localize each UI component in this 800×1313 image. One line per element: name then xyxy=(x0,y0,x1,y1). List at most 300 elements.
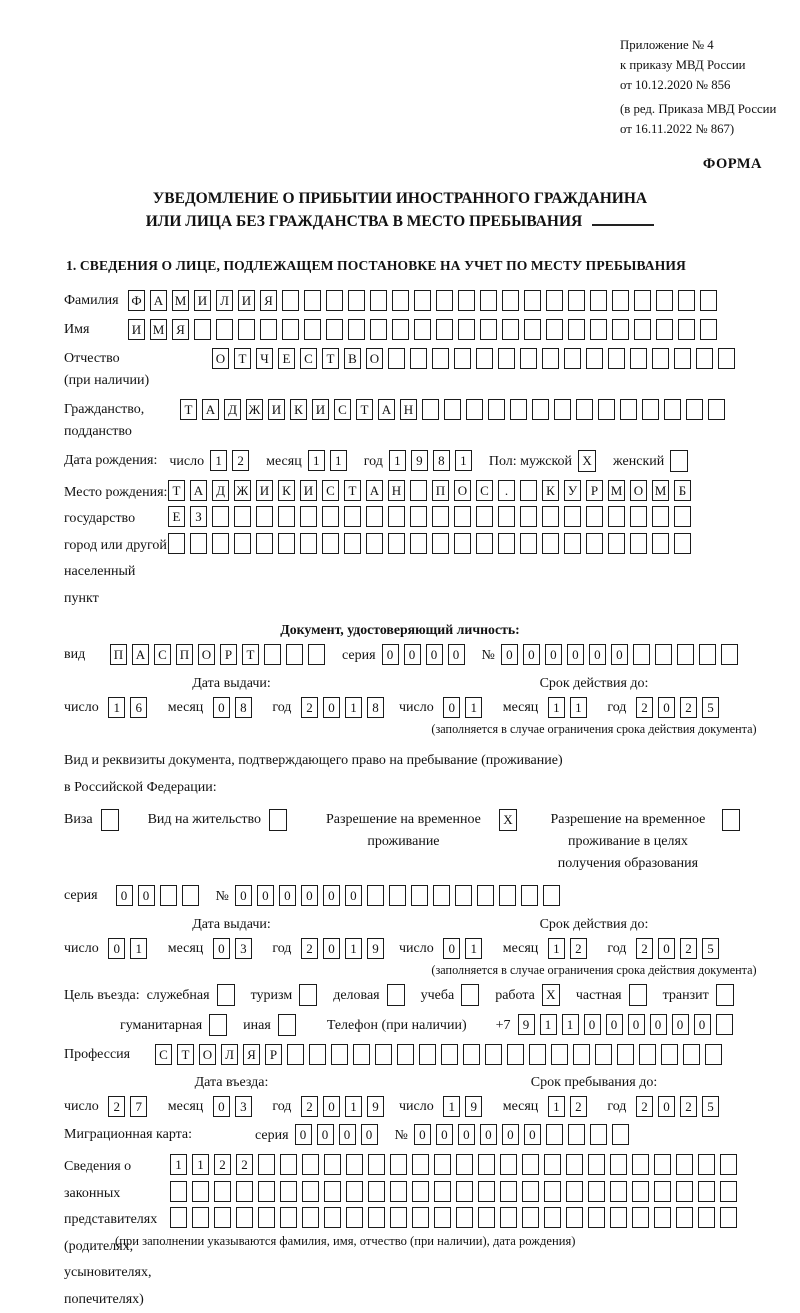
char-box[interactable]: 2 xyxy=(108,1096,125,1117)
char-box[interactable] xyxy=(212,533,229,554)
char-box[interactable]: 3 xyxy=(235,938,252,959)
char-box[interactable] xyxy=(280,1181,297,1202)
char-box[interactable] xyxy=(542,506,559,527)
char-box[interactable]: Ж xyxy=(234,480,251,501)
char-box[interactable]: 0 xyxy=(480,1124,497,1145)
char-box[interactable] xyxy=(168,533,185,554)
char-box[interactable] xyxy=(256,533,273,554)
char-box[interactable] xyxy=(716,1014,733,1035)
char-box[interactable] xyxy=(566,1181,583,1202)
char-box[interactable] xyxy=(708,399,725,420)
char-box[interactable]: 0 xyxy=(108,938,125,959)
char-box[interactable] xyxy=(236,1207,253,1228)
char-box[interactable]: 2 xyxy=(636,697,653,718)
char-box[interactable] xyxy=(522,1207,539,1228)
char-box[interactable] xyxy=(546,290,563,311)
char-box[interactable]: И xyxy=(312,399,329,420)
char-box[interactable]: А xyxy=(150,290,167,311)
char-box[interactable] xyxy=(566,1207,583,1228)
char-box[interactable] xyxy=(370,319,387,340)
char-box[interactable] xyxy=(524,319,541,340)
char-box[interactable] xyxy=(410,533,427,554)
char-box[interactable]: О xyxy=(212,348,229,369)
char-box[interactable] xyxy=(521,885,538,906)
char-box[interactable] xyxy=(410,348,427,369)
checkbox[interactable] xyxy=(101,809,119,831)
checkbox[interactable] xyxy=(217,984,235,1006)
char-box[interactable]: 0 xyxy=(323,697,340,718)
char-box[interactable] xyxy=(608,348,625,369)
char-box[interactable] xyxy=(721,644,738,665)
char-box[interactable] xyxy=(433,885,450,906)
char-box[interactable] xyxy=(654,1207,671,1228)
char-box[interactable] xyxy=(182,885,199,906)
char-box[interactable] xyxy=(390,1154,407,1175)
char-box[interactable]: И xyxy=(194,290,211,311)
char-box[interactable] xyxy=(720,1207,737,1228)
char-box[interactable] xyxy=(500,1154,517,1175)
char-box[interactable] xyxy=(612,319,629,340)
char-box[interactable] xyxy=(434,1207,451,1228)
char-box[interactable]: М xyxy=(608,480,625,501)
char-box[interactable] xyxy=(432,533,449,554)
char-box[interactable]: А xyxy=(378,399,395,420)
checkbox[interactable]: X xyxy=(542,984,560,1006)
char-box[interactable]: 1 xyxy=(548,697,565,718)
char-box[interactable] xyxy=(370,290,387,311)
char-box[interactable] xyxy=(410,506,427,527)
char-box[interactable]: П xyxy=(432,480,449,501)
char-box[interactable] xyxy=(353,1044,370,1065)
char-box[interactable] xyxy=(586,506,603,527)
char-box[interactable] xyxy=(683,1044,700,1065)
char-box[interactable] xyxy=(256,506,273,527)
char-box[interactable] xyxy=(419,1044,436,1065)
char-box[interactable]: П xyxy=(176,644,193,665)
char-box[interactable] xyxy=(564,506,581,527)
char-box[interactable]: М xyxy=(652,480,669,501)
char-box[interactable]: 2 xyxy=(680,938,697,959)
char-box[interactable] xyxy=(510,399,527,420)
char-box[interactable] xyxy=(397,1044,414,1065)
char-box[interactable] xyxy=(388,506,405,527)
char-box[interactable]: 2 xyxy=(301,1096,318,1117)
char-box[interactable] xyxy=(590,1124,607,1145)
char-box[interactable]: Ч xyxy=(256,348,273,369)
char-box[interactable]: Т xyxy=(242,644,259,665)
char-box[interactable] xyxy=(278,533,295,554)
char-box[interactable]: С xyxy=(154,644,171,665)
char-box[interactable] xyxy=(324,1207,341,1228)
char-box[interactable] xyxy=(612,1124,629,1145)
char-box[interactable] xyxy=(678,319,695,340)
char-box[interactable]: 9 xyxy=(518,1014,535,1035)
char-box[interactable] xyxy=(654,1154,671,1175)
char-box[interactable] xyxy=(170,1181,187,1202)
char-box[interactable]: А xyxy=(366,480,383,501)
char-box[interactable]: 0 xyxy=(606,1014,623,1035)
char-box[interactable]: 1 xyxy=(562,1014,579,1035)
char-box[interactable] xyxy=(676,1207,693,1228)
checkbox[interactable] xyxy=(387,984,405,1006)
char-box[interactable] xyxy=(586,348,603,369)
char-box[interactable] xyxy=(456,1181,473,1202)
char-box[interactable]: Ф xyxy=(128,290,145,311)
char-box[interactable] xyxy=(598,399,615,420)
char-box[interactable]: 0 xyxy=(323,885,340,906)
char-box[interactable]: С xyxy=(476,480,493,501)
char-box[interactable]: 1 xyxy=(455,450,472,471)
char-box[interactable] xyxy=(696,348,713,369)
char-box[interactable] xyxy=(488,399,505,420)
char-box[interactable]: 7 xyxy=(130,1096,147,1117)
char-box[interactable] xyxy=(590,290,607,311)
char-box[interactable] xyxy=(326,319,343,340)
char-box[interactable]: 0 xyxy=(213,697,230,718)
checkbox[interactable] xyxy=(269,809,287,831)
char-box[interactable]: И xyxy=(238,290,255,311)
char-box[interactable] xyxy=(368,1154,385,1175)
char-box[interactable] xyxy=(282,319,299,340)
char-box[interactable] xyxy=(300,533,317,554)
char-box[interactable] xyxy=(348,290,365,311)
char-box[interactable] xyxy=(588,1207,605,1228)
char-box[interactable]: 0 xyxy=(658,1096,675,1117)
char-box[interactable] xyxy=(720,1181,737,1202)
char-box[interactable] xyxy=(192,1207,209,1228)
char-box[interactable] xyxy=(324,1154,341,1175)
char-box[interactable] xyxy=(366,533,383,554)
char-box[interactable] xyxy=(633,644,650,665)
char-box[interactable] xyxy=(264,644,281,665)
char-box[interactable] xyxy=(610,1154,627,1175)
char-box[interactable] xyxy=(590,319,607,340)
char-box[interactable] xyxy=(676,1181,693,1202)
char-box[interactable] xyxy=(478,1154,495,1175)
char-box[interactable] xyxy=(190,533,207,554)
char-box[interactable] xyxy=(632,1207,649,1228)
char-box[interactable] xyxy=(368,1181,385,1202)
char-box[interactable]: С xyxy=(300,348,317,369)
char-box[interactable]: Е xyxy=(168,506,185,527)
char-box[interactable]: 8 xyxy=(367,697,384,718)
char-box[interactable] xyxy=(617,1044,634,1065)
char-box[interactable] xyxy=(260,319,277,340)
char-box[interactable] xyxy=(529,1044,546,1065)
char-box[interactable]: 1 xyxy=(192,1154,209,1175)
char-box[interactable]: А xyxy=(132,644,149,665)
char-box[interactable] xyxy=(392,319,409,340)
char-box[interactable]: 0 xyxy=(213,1096,230,1117)
char-box[interactable] xyxy=(500,1207,517,1228)
char-box[interactable] xyxy=(216,319,233,340)
char-box[interactable]: 2 xyxy=(570,938,587,959)
char-box[interactable] xyxy=(444,399,461,420)
char-box[interactable]: 0 xyxy=(584,1014,601,1035)
char-box[interactable] xyxy=(674,533,691,554)
char-box[interactable] xyxy=(160,885,177,906)
char-box[interactable]: 0 xyxy=(524,1124,541,1145)
char-box[interactable]: 2 xyxy=(236,1154,253,1175)
char-box[interactable] xyxy=(388,348,405,369)
char-box[interactable]: Ж xyxy=(246,399,263,420)
char-box[interactable]: 1 xyxy=(345,697,362,718)
char-box[interactable] xyxy=(677,644,694,665)
char-box[interactable] xyxy=(632,1181,649,1202)
char-box[interactable] xyxy=(498,348,515,369)
char-box[interactable] xyxy=(234,506,251,527)
char-box[interactable]: 0 xyxy=(672,1014,689,1035)
char-box[interactable] xyxy=(720,1154,737,1175)
char-box[interactable]: 1 xyxy=(210,450,227,471)
char-box[interactable]: 0 xyxy=(138,885,155,906)
char-box[interactable]: 1 xyxy=(548,1096,565,1117)
char-box[interactable]: 0 xyxy=(213,938,230,959)
char-box[interactable] xyxy=(477,885,494,906)
char-box[interactable]: 0 xyxy=(628,1014,645,1035)
char-box[interactable] xyxy=(392,290,409,311)
char-box[interactable] xyxy=(454,506,471,527)
char-box[interactable] xyxy=(652,506,669,527)
char-box[interactable] xyxy=(414,319,431,340)
char-box[interactable] xyxy=(678,290,695,311)
char-box[interactable] xyxy=(705,1044,722,1065)
char-box[interactable]: 0 xyxy=(426,644,443,665)
char-box[interactable] xyxy=(499,885,516,906)
char-box[interactable] xyxy=(410,480,427,501)
char-box[interactable]: Р xyxy=(220,644,237,665)
char-box[interactable] xyxy=(520,506,537,527)
char-box[interactable] xyxy=(610,1207,627,1228)
char-box[interactable] xyxy=(630,348,647,369)
checkbox[interactable] xyxy=(461,984,479,1006)
char-box[interactable]: 2 xyxy=(301,697,318,718)
char-box[interactable] xyxy=(238,319,255,340)
char-box[interactable]: 0 xyxy=(650,1014,667,1035)
char-box[interactable]: 0 xyxy=(694,1014,711,1035)
char-box[interactable] xyxy=(432,506,449,527)
char-box[interactable] xyxy=(466,399,483,420)
char-box[interactable] xyxy=(476,348,493,369)
char-box[interactable]: 2 xyxy=(636,1096,653,1117)
char-box[interactable]: У xyxy=(564,480,581,501)
char-box[interactable] xyxy=(676,1154,693,1175)
char-box[interactable] xyxy=(390,1207,407,1228)
char-box[interactable]: 1 xyxy=(548,938,565,959)
char-box[interactable]: 6 xyxy=(130,697,147,718)
char-box[interactable]: 0 xyxy=(257,885,274,906)
char-box[interactable] xyxy=(434,1154,451,1175)
char-box[interactable] xyxy=(522,1181,539,1202)
char-box[interactable]: Е xyxy=(278,348,295,369)
char-box[interactable] xyxy=(586,533,603,554)
char-box[interactable]: 0 xyxy=(323,938,340,959)
char-box[interactable] xyxy=(661,1044,678,1065)
char-box[interactable] xyxy=(234,533,251,554)
char-box[interactable] xyxy=(388,533,405,554)
char-box[interactable] xyxy=(302,1181,319,1202)
char-box[interactable]: 0 xyxy=(279,885,296,906)
char-box[interactable] xyxy=(192,1181,209,1202)
char-box[interactable]: Л xyxy=(221,1044,238,1065)
checkbox[interactable] xyxy=(299,984,317,1006)
char-box[interactable] xyxy=(542,533,559,554)
char-box[interactable] xyxy=(367,885,384,906)
char-box[interactable] xyxy=(588,1154,605,1175)
char-box[interactable]: С xyxy=(155,1044,172,1065)
char-box[interactable] xyxy=(322,533,339,554)
char-box[interactable] xyxy=(522,1154,539,1175)
char-box[interactable] xyxy=(214,1207,231,1228)
char-box[interactable] xyxy=(458,319,475,340)
char-box[interactable] xyxy=(543,885,560,906)
char-box[interactable]: Т xyxy=(180,399,197,420)
char-box[interactable]: 1 xyxy=(308,450,325,471)
char-box[interactable]: П xyxy=(110,644,127,665)
char-box[interactable] xyxy=(568,319,585,340)
char-box[interactable] xyxy=(652,533,669,554)
char-box[interactable]: 2 xyxy=(636,938,653,959)
char-box[interactable]: К xyxy=(290,399,307,420)
checkbox[interactable] xyxy=(670,450,688,472)
char-box[interactable] xyxy=(608,533,625,554)
char-box[interactable]: И xyxy=(268,399,285,420)
char-box[interactable]: 0 xyxy=(404,644,421,665)
char-box[interactable]: 1 xyxy=(465,697,482,718)
char-box[interactable] xyxy=(674,348,691,369)
char-box[interactable] xyxy=(656,319,673,340)
char-box[interactable] xyxy=(324,1181,341,1202)
checkbox[interactable]: X xyxy=(578,450,596,472)
char-box[interactable] xyxy=(458,290,475,311)
char-box[interactable]: 0 xyxy=(589,644,606,665)
char-box[interactable]: 0 xyxy=(361,1124,378,1145)
char-box[interactable]: 0 xyxy=(611,644,628,665)
char-box[interactable]: 5 xyxy=(702,938,719,959)
char-box[interactable] xyxy=(434,1181,451,1202)
char-box[interactable] xyxy=(302,1154,319,1175)
char-box[interactable]: Р xyxy=(586,480,603,501)
char-box[interactable]: С xyxy=(334,399,351,420)
char-box[interactable] xyxy=(612,290,629,311)
char-box[interactable] xyxy=(551,1044,568,1065)
char-box[interactable] xyxy=(170,1207,187,1228)
char-box[interactable] xyxy=(278,506,295,527)
char-box[interactable] xyxy=(698,1207,715,1228)
char-box[interactable]: 1 xyxy=(570,697,587,718)
char-box[interactable]: 0 xyxy=(323,1096,340,1117)
char-box[interactable]: Р xyxy=(265,1044,282,1065)
char-box[interactable] xyxy=(700,290,717,311)
char-box[interactable]: 0 xyxy=(502,1124,519,1145)
char-box[interactable] xyxy=(456,1207,473,1228)
char-box[interactable]: И xyxy=(128,319,145,340)
char-box[interactable] xyxy=(411,885,428,906)
char-box[interactable] xyxy=(595,1044,612,1065)
char-box[interactable]: Н xyxy=(388,480,405,501)
char-box[interactable]: Т xyxy=(177,1044,194,1065)
char-box[interactable] xyxy=(566,1154,583,1175)
char-box[interactable] xyxy=(544,1207,561,1228)
char-box[interactable] xyxy=(346,1181,363,1202)
char-box[interactable] xyxy=(375,1044,392,1065)
char-box[interactable]: 9 xyxy=(465,1096,482,1117)
char-box[interactable]: 2 xyxy=(570,1096,587,1117)
char-box[interactable] xyxy=(194,319,211,340)
char-box[interactable]: О xyxy=(199,1044,216,1065)
char-box[interactable]: 1 xyxy=(330,450,347,471)
char-box[interactable]: Я xyxy=(172,319,189,340)
title-blank-underline[interactable] xyxy=(592,210,654,226)
char-box[interactable] xyxy=(634,319,651,340)
char-box[interactable] xyxy=(576,399,593,420)
char-box[interactable] xyxy=(346,1207,363,1228)
char-box[interactable]: 0 xyxy=(658,697,675,718)
char-box[interactable] xyxy=(331,1044,348,1065)
char-box[interactable] xyxy=(326,290,343,311)
char-box[interactable] xyxy=(476,506,493,527)
char-box[interactable]: И xyxy=(300,480,317,501)
char-box[interactable]: 0 xyxy=(523,644,540,665)
char-box[interactable] xyxy=(390,1181,407,1202)
char-box[interactable] xyxy=(304,290,321,311)
char-box[interactable]: 1 xyxy=(443,1096,460,1117)
char-box[interactable] xyxy=(258,1207,275,1228)
char-box[interactable] xyxy=(500,1181,517,1202)
char-box[interactable]: 0 xyxy=(382,644,399,665)
checkbox[interactable] xyxy=(716,984,734,1006)
char-box[interactable] xyxy=(412,1207,429,1228)
char-box[interactable] xyxy=(287,1044,304,1065)
char-box[interactable]: 0 xyxy=(443,697,460,718)
char-box[interactable] xyxy=(322,506,339,527)
char-box[interactable] xyxy=(344,533,361,554)
char-box[interactable] xyxy=(436,290,453,311)
char-box[interactable]: 0 xyxy=(414,1124,431,1145)
char-box[interactable] xyxy=(630,506,647,527)
char-box[interactable] xyxy=(478,1207,495,1228)
char-box[interactable]: Д xyxy=(212,480,229,501)
char-box[interactable]: О xyxy=(366,348,383,369)
char-box[interactable]: 0 xyxy=(317,1124,334,1145)
char-box[interactable] xyxy=(654,1181,671,1202)
char-box[interactable] xyxy=(699,644,716,665)
char-box[interactable]: 2 xyxy=(301,938,318,959)
char-box[interactable] xyxy=(454,348,471,369)
char-box[interactable] xyxy=(286,644,303,665)
char-box[interactable] xyxy=(520,480,537,501)
char-box[interactable] xyxy=(476,533,493,554)
char-box[interactable] xyxy=(480,290,497,311)
char-box[interactable] xyxy=(302,1207,319,1228)
char-box[interactable]: 8 xyxy=(235,697,252,718)
char-box[interactable]: Я xyxy=(260,290,277,311)
char-box[interactable] xyxy=(698,1154,715,1175)
char-box[interactable] xyxy=(282,290,299,311)
char-box[interactable] xyxy=(258,1154,275,1175)
char-box[interactable]: 1 xyxy=(108,697,125,718)
char-box[interactable] xyxy=(642,399,659,420)
char-box[interactable]: 0 xyxy=(443,938,460,959)
char-box[interactable] xyxy=(214,1181,231,1202)
char-box[interactable] xyxy=(309,1044,326,1065)
char-box[interactable] xyxy=(348,319,365,340)
char-box[interactable] xyxy=(564,533,581,554)
char-box[interactable] xyxy=(544,1154,561,1175)
char-box[interactable] xyxy=(478,1181,495,1202)
char-box[interactable] xyxy=(480,319,497,340)
char-box[interactable] xyxy=(280,1154,297,1175)
